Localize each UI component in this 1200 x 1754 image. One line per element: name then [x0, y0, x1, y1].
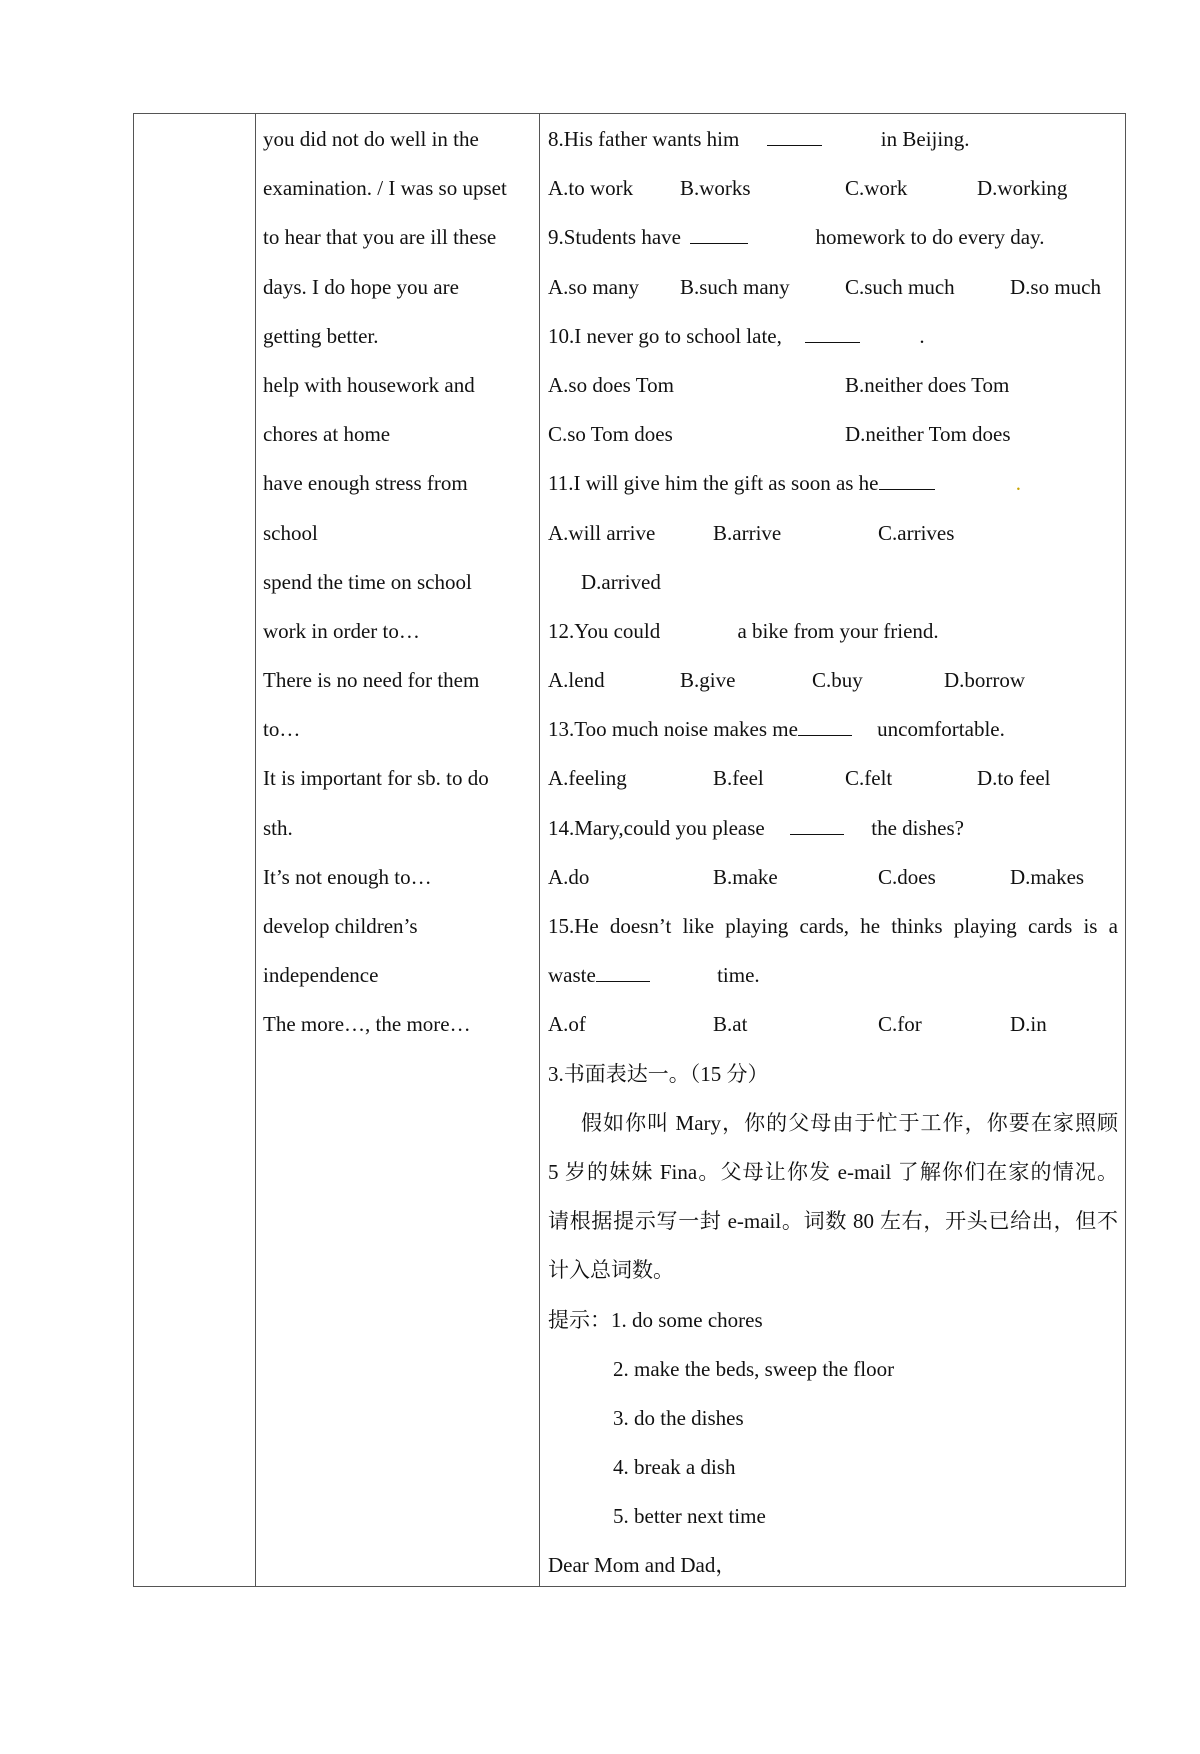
option: C.for [878, 1012, 922, 1037]
question-9 [548, 213, 1118, 262]
phrase-line: getting better. [263, 323, 379, 348]
phrase-line: to… [263, 717, 301, 742]
answer-blank [798, 713, 852, 736]
hint-item: 4. break a dish [613, 1455, 736, 1480]
options-14 [548, 853, 1118, 902]
option: A.do [548, 864, 590, 889]
phrase-line: chores at home [263, 422, 391, 447]
phrase-line: spend the time on school [263, 569, 472, 594]
question-13 [548, 705, 1118, 754]
phrase-line: It’s not enough to… [263, 864, 432, 889]
phrase-line: work in order to… [263, 618, 420, 643]
phrase-line: you did not do well in the [263, 127, 479, 151]
options-15 [548, 1000, 1118, 1049]
column-divider-2 [539, 114, 540, 1586]
answer-blank [596, 959, 650, 982]
options-13 [548, 754, 1118, 803]
phrase-line: examination. / I was so upset [263, 176, 507, 201]
question-stem-end: the dishes? [871, 815, 964, 840]
hint-item: 3. do the dishes [613, 1405, 744, 1430]
option: D.to feel [977, 766, 1051, 791]
phrase-line: There is no need for them [263, 668, 480, 693]
question-15: 15.He doesn’t like playing cards, he thinks playing cards is a [548, 914, 1118, 938]
answer-blank [879, 467, 935, 490]
question-stem: 12.You could [548, 618, 661, 643]
question-stem-end: a bike from your friend. [737, 618, 939, 643]
question-column [548, 115, 1118, 1591]
option: C.work [845, 176, 908, 201]
option: C.such much [845, 274, 955, 299]
option: B.at [713, 1012, 748, 1037]
question-stem: 14.Mary,could you please [548, 815, 765, 840]
question-10 [548, 312, 1118, 361]
question-stem: waste [548, 963, 596, 988]
question-stem: 10.I never go to school late, [548, 323, 782, 348]
options-11 [548, 509, 1118, 558]
option: A.so does Tom [548, 372, 674, 397]
phrase-line: school [263, 520, 318, 545]
option: C.does [878, 864, 936, 889]
phrase-line: days. I do hope you are [263, 274, 459, 299]
option: A.of [548, 1012, 586, 1037]
phrase-line: to hear that you are ill these [263, 225, 497, 250]
phrase-line: develop children’s [263, 914, 418, 938]
option: D.neither Tom does [845, 422, 1011, 447]
phrase-column [263, 115, 533, 1050]
question-stem-end: homework to do every day. [815, 225, 1045, 250]
option: B.such many [680, 274, 790, 299]
options-12 [548, 656, 1118, 705]
answer-blank [805, 320, 860, 343]
option: D.arrived [581, 569, 661, 594]
question-stem-end: uncomfortable. [877, 717, 1005, 742]
phrase-line: sth. [263, 815, 293, 840]
option: B.neither does Tom [845, 372, 1010, 397]
option: B.give [680, 668, 736, 693]
question-stem: 9.Students have [548, 225, 681, 250]
option: B.make [713, 864, 778, 889]
writing-paragraph-line: 5 岁的妹妹 Fina。父母让你发 e-mail 了解你们在家的情况。 [548, 1159, 1118, 1184]
writing-paragraph-line: 假如你叫 Mary，你的父母由于忙于工作，你要在家照顾 [581, 1110, 1118, 1135]
phrase-line: It is important for sb. to do [263, 766, 489, 791]
writing-paragraph-line: 计入总词数。 [548, 1258, 674, 1283]
question-12 [548, 607, 1118, 656]
options-8 [548, 164, 1118, 213]
options-9 [548, 263, 1118, 312]
phrase-line: have enough stress from [263, 471, 468, 496]
question-stem-end: in Beijing. [880, 127, 970, 151]
option: B.arrive [713, 520, 782, 545]
question-stem: 8.His father wants him [548, 127, 740, 151]
question-stem: 11.I will give him the gift as soon as he [548, 471, 879, 496]
hints-label: 提示：1. do some chores [548, 1307, 763, 1332]
answer-blank [767, 123, 822, 146]
hint-item: 5. better next time [613, 1504, 766, 1529]
phrase-line: help with housework and [263, 372, 475, 397]
question-stem-end: time. [717, 963, 760, 988]
question-stem: 13.Too much noise makes me [548, 717, 798, 742]
option: A.so many [548, 274, 639, 299]
question-11 [548, 459, 1118, 508]
question-stem-end: . [919, 323, 925, 348]
hint-item: 2. make the beds, sweep the floor [613, 1356, 895, 1381]
option: D.in [1010, 1012, 1047, 1037]
option: C.so Tom does [548, 422, 673, 447]
option: C.buy [812, 668, 863, 693]
options-11b [548, 558, 1118, 607]
question-8 [548, 115, 1118, 164]
option: D.borrow [944, 668, 1026, 693]
options-10 [548, 361, 1118, 410]
email-greeting: Dear Mom and Dad， [548, 1553, 737, 1578]
option: B.works [680, 176, 751, 201]
option: A.to work [548, 176, 634, 201]
column-divider-1 [255, 114, 256, 1586]
writing-heading: 3.书面表达一。（15 分） [548, 1061, 769, 1086]
question-14 [548, 804, 1118, 853]
option: B.feel [713, 766, 764, 791]
question-15-cont [548, 951, 1118, 1000]
option: D.makes [1010, 864, 1085, 889]
option: D.so much [1010, 274, 1101, 299]
option: C.arrives [878, 520, 955, 545]
phrase-line: independence [263, 963, 379, 988]
option: C.felt [845, 766, 893, 791]
option: A.lend [548, 668, 605, 693]
writing-paragraph-line: 请根据提示写一封 e-mail。词数 80 左右，开头已给出，但不 [548, 1209, 1118, 1234]
option: D.working [977, 176, 1068, 201]
option: A.will arrive [548, 520, 656, 545]
phrase-line: The more…, the more… [263, 1012, 471, 1037]
option: A.feeling [548, 766, 627, 791]
answer-blank [790, 812, 844, 835]
answer-blank [690, 221, 748, 244]
options-10b [548, 410, 1118, 459]
question-stem-end: . [1015, 471, 1022, 496]
